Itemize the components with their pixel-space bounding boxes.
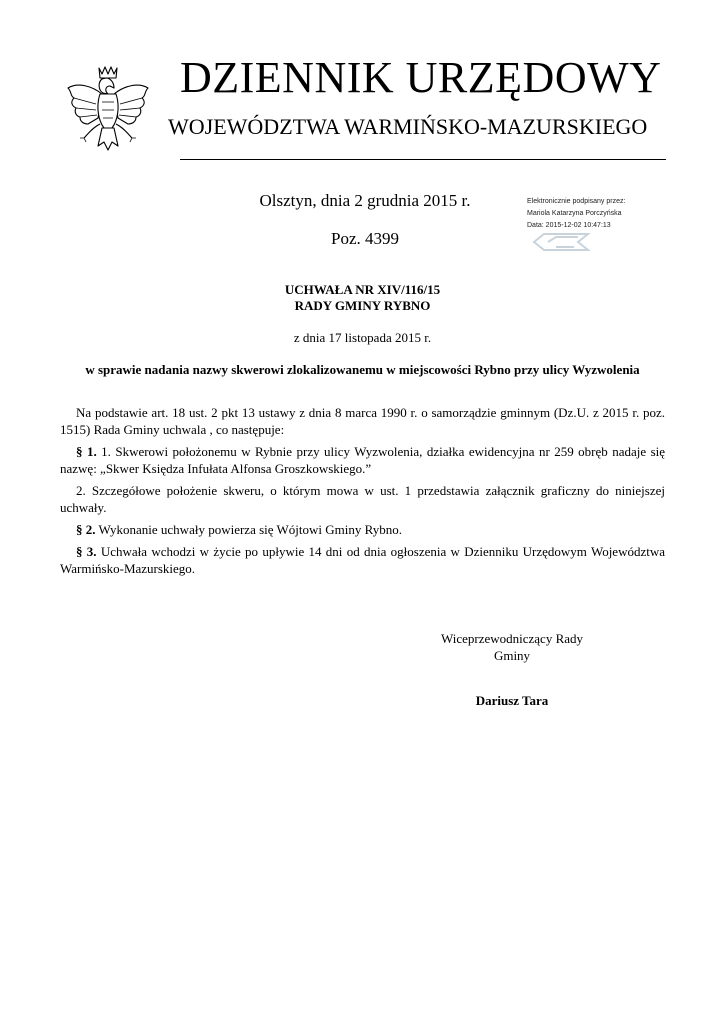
- signature-date: Data: 2015-12-02 10:47:13: [527, 222, 611, 229]
- journal-subtitle: WOJEWÓDZTWA WARMIŃSKO-MAZURSKIEGO: [168, 114, 648, 139]
- journal-title: DZIENNIK URZĘDOWY: [180, 53, 662, 102]
- section-3-text: Uchwała wchodzi w życie po upływie 14 dni od dnia ogłoszenia w Dzienniku Urzędowym Województwa Warmińsko-Mazurskiego.: [60, 544, 666, 576]
- signature-label: Elektronicznie podpisany przez:: [527, 198, 626, 205]
- resolution-body: [60, 404, 665, 582]
- section-2-text: Wykonanie uchwały powierza się Wójtowi Gminy Rybno.: [95, 522, 403, 537]
- section-2-label: § 2.: [76, 522, 96, 537]
- signature-signer: Mariola Katarzyna Porczyńska: [527, 210, 622, 217]
- section-3-paragraph: [60, 543, 665, 577]
- resolution-date: z dnia 17 listopada 2015 r.: [293, 330, 432, 345]
- section-1-paragraph: [60, 443, 665, 477]
- signature-check-icon: [530, 231, 592, 253]
- preamble-paragraph: Na podstawie art. 18 ust. 2 pkt 13 ustawy z dnia 8 marca 1990 r. o samorządzie gminnym (Dz.U. z 2015 r. poz. 1515) Rada Gminy uchwala , co następuje:: [60, 405, 665, 437]
- signatory-role-line1: Wiceprzewodniczący Rady: [440, 631, 584, 646]
- section-1-point-2: 2. Szczegółowe położenie skweru, o którym mowa w ust. 1 przedstawia załącznik graficzny do niniejszej uchwały.: [60, 483, 665, 515]
- publication-position: Poz. 4399: [331, 229, 399, 248]
- resolution-number: UCHWAŁA NR XIV/116/15: [284, 282, 441, 297]
- signatory-name: Dariusz Tara: [475, 693, 549, 708]
- white-eagle-emblem-icon: [64, 62, 152, 162]
- electronic-signature-info: [527, 196, 667, 232]
- section-3-label: § 3.: [76, 544, 97, 559]
- resolution-subject: w sprawie nadania nazwy skwerowi zlokalizowanemu w miejscowości Rybno przy ulicy Wyzwolenia: [85, 362, 640, 377]
- section-2-paragraph: [60, 521, 665, 538]
- publication-place-date: Olsztyn, dnia 2 grudnia 2015 r.: [259, 191, 471, 210]
- resolution-council: RADY GMINY RYBNO: [294, 298, 431, 313]
- masthead-divider: [180, 159, 666, 160]
- section-1-label: § 1.: [76, 444, 97, 459]
- section-1-text: 1. Skwerowi położonemu w Rybnie przy ulicy Wyzwolenia, działka ewidencyjna nr 259 obręb nadaje się nazwę: „Skwer Księdza Infułata Alfonsa Groszkowskiego.”: [60, 444, 666, 476]
- signatory-role-line2: Gminy: [493, 648, 531, 663]
